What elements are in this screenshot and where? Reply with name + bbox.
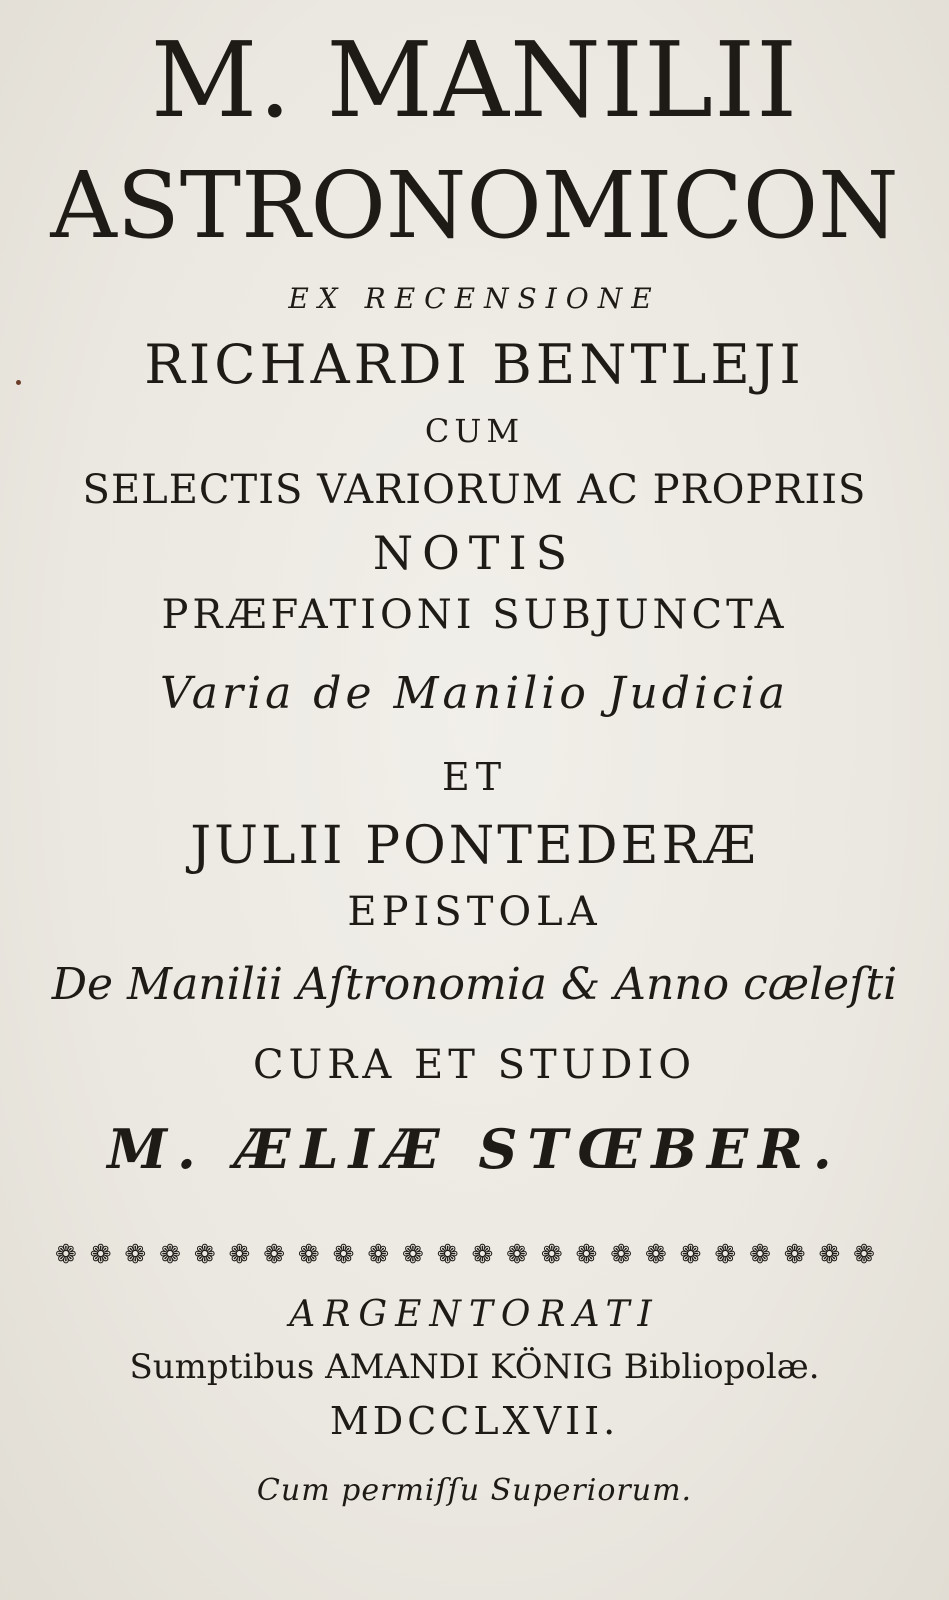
ornament-flower-icon: ❁ bbox=[124, 1240, 147, 1270]
cura-line: CURA ET STUDIO bbox=[252, 1042, 697, 1088]
permission-line: Cum permiſſu Superiorum. bbox=[256, 1473, 693, 1508]
ex-recensione: EX RECENSIONE bbox=[288, 282, 661, 315]
ornament-flower-icon: ❁ bbox=[506, 1240, 528, 1270]
editor-name: RICHARDI BENTLEJI bbox=[144, 333, 805, 396]
ornament-flower-icon: ❁ bbox=[749, 1240, 771, 1270]
ornament-rule bbox=[55, 1238, 875, 1272]
ornament-flower-icon: ❁ bbox=[332, 1240, 355, 1270]
ornament-flower-icon: ❁ bbox=[159, 1240, 181, 1270]
ornament-flower-icon: ❁ bbox=[297, 1240, 320, 1270]
epistola-line: EPISTOLA bbox=[347, 889, 602, 935]
ornament-flower-icon: ❁ bbox=[55, 1240, 77, 1270]
ornament-flower-icon: ❁ bbox=[714, 1240, 737, 1270]
imprint-publisher: Sumptibus AMANDI KÖNIG Bibliopolæ. bbox=[129, 1347, 820, 1387]
julii-line: JULII PONTEDERÆ bbox=[190, 816, 759, 876]
selectis-line: SELECTIS VARIORUM AC PROPRIIS bbox=[82, 467, 867, 513]
ornament-flower-icon: ❁ bbox=[783, 1240, 806, 1270]
imprint-year: MDCCLXVII. bbox=[329, 1399, 620, 1443]
cum-line: CUM bbox=[424, 412, 525, 450]
ornament-flower-icon: ❁ bbox=[228, 1240, 251, 1270]
de-manilii-line: De Manilii Aſtronomia & Anno cæleſti bbox=[51, 959, 898, 1010]
varia-line: Varia de Manilio Judicia bbox=[160, 668, 789, 719]
praefationi-line: PRÆFATIONI SUBJUNCTA bbox=[161, 592, 788, 638]
compiler-name: M. ÆLIÆ STŒBER. bbox=[107, 1117, 842, 1181]
imprint-place: ARGENTORATI bbox=[289, 1294, 660, 1335]
ornament-flower-icon: ❁ bbox=[402, 1240, 424, 1270]
ornament-flower-icon: ❁ bbox=[644, 1240, 667, 1270]
ornament-flower-icon: ❁ bbox=[853, 1240, 875, 1270]
ornament-flower-icon: ❁ bbox=[193, 1240, 216, 1270]
work-title: ASTRONOMICON bbox=[50, 152, 899, 259]
ornament-flower-icon: ❁ bbox=[679, 1240, 702, 1270]
et-line: ET bbox=[441, 755, 508, 799]
ornament-flower-icon: ❁ bbox=[436, 1240, 459, 1270]
notis-line: NOTIS bbox=[372, 526, 577, 580]
ornament-flower-icon: ❁ bbox=[575, 1240, 598, 1270]
ornament-flower-icon: ❁ bbox=[471, 1240, 494, 1270]
ornament-flower-icon: ❁ bbox=[367, 1240, 390, 1270]
ornament-flower-icon: ❁ bbox=[610, 1240, 633, 1270]
ornament-flower-icon: ❁ bbox=[540, 1240, 563, 1270]
author-heading: M. MANILII bbox=[150, 19, 799, 141]
ornament-flower-icon: ❁ bbox=[263, 1240, 286, 1270]
ornament-flower-icon: ❁ bbox=[818, 1240, 841, 1270]
ornament-flower-icon: ❁ bbox=[89, 1240, 112, 1270]
